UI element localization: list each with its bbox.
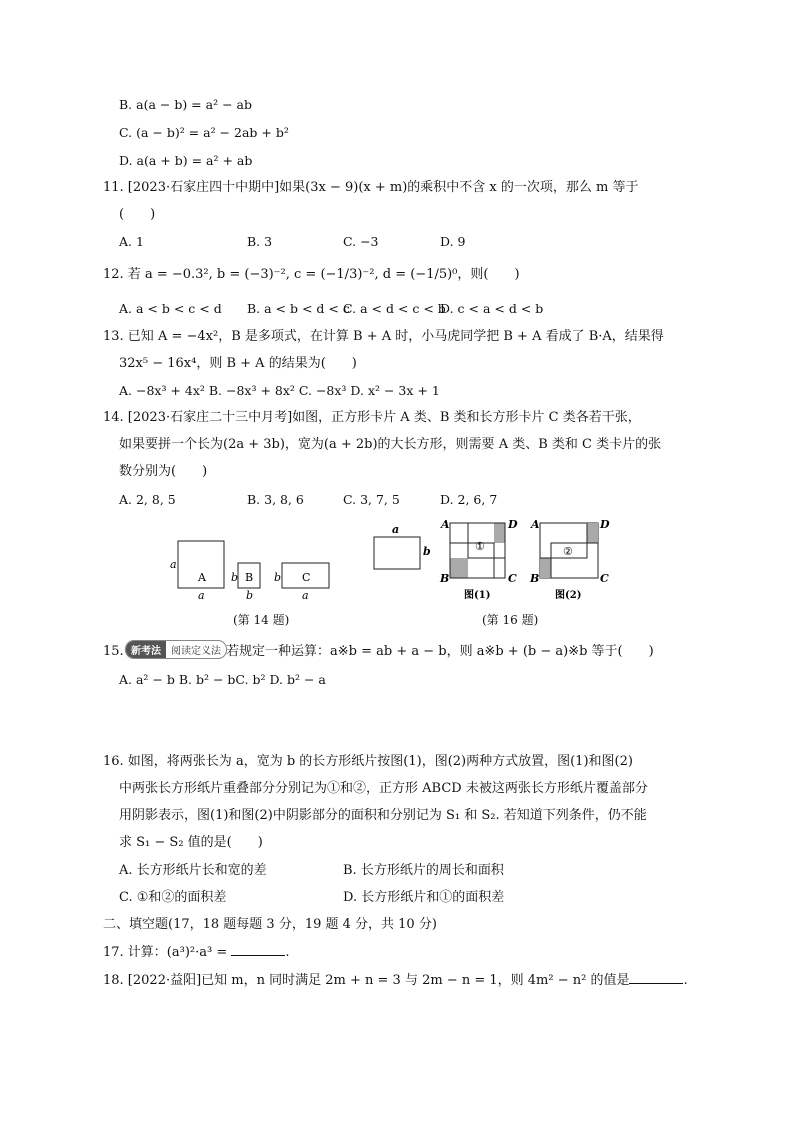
q17-answer-blank[interactable] <box>231 943 285 956</box>
figure-1 <box>439 518 518 601</box>
overlap-1-label: ① <box>475 540 485 553</box>
label-card-b: B <box>245 571 254 584</box>
q16-option-a: A. 长方形纸片长和宽的差 <box>119 863 267 878</box>
section-2-heading: 二、填空题(17，18 题每题 3 分，19 题 4 分，共 10 分) <box>103 917 437 932</box>
label-b-bottom: b <box>246 589 254 602</box>
q12-option-a: A. a < b < c < d <box>119 301 222 316</box>
q14-option-d: D. 2, 6, 7 <box>440 492 498 507</box>
badge-reading-definition: 阅读定义法 <box>171 646 221 657</box>
q17: 17. 计算：(a³)²·a³ = . <box>103 945 290 960</box>
overlap-2-label: ② <box>563 545 573 558</box>
label-a-bottom: a <box>198 589 205 602</box>
q18-stem: 18. [2022·益阳]已知 m，n 同时满足 2m + n = 3 与 2m − n = 1，则 4m² − n² 的值是 <box>103 973 630 988</box>
label-paper-b: b <box>423 545 431 558</box>
q16-stem-line4: 求 S₁ − S₂ 值的是( ) <box>119 835 263 850</box>
q16-stem-line2: 中两张长方形纸片重叠部分分别记为①和②，正方形 ABCD 未被这两张长方形纸片覆盖部分 <box>119 781 648 796</box>
label-card-a: A <box>198 571 206 584</box>
q14-stem-line1: 14. [2023·石家庄二十三中月考]如图，正方形卡片 A 类、B 类和长方形卡片 C 类各若干张， <box>103 410 641 425</box>
label-paper-a: a <box>392 523 400 536</box>
paper-rect <box>374 537 420 569</box>
q14-stem-line3: 数分别为( ) <box>119 464 208 479</box>
q10-option-d: D. a(a + b) = a² + ab <box>119 153 253 168</box>
q11-answer-paren: ( ) <box>119 207 156 222</box>
q17-stem: 17. 计算：(a³)²·a³ = <box>103 945 232 960</box>
q13-stem-line2: 32x⁵ − 16x⁴，则 B + A 的结果为( ) <box>119 356 357 371</box>
q13-stem-line1: 13. 已知 A = −4x²，B 是多项式，在计算 B + A 时，小马虎同学把 B + A 看成了 B·A，结果得 <box>103 329 664 344</box>
q16-stem-line3: 用阴影表示，图(1)和图(2)中阴影部分的面积和分别记为 S₁ 和 S₂. 若知道下列条件，仍不能 <box>119 808 647 823</box>
q12-option-d: D. c < a < d < b <box>440 301 544 316</box>
q16-stem-line1: 16. 如图，将两张长为 a，宽为 b 的长方形纸片按图(1)，图(2)两种方式放置，图(1)和图(2) <box>103 754 633 769</box>
q11-option-b: B. 3 <box>247 234 273 249</box>
badge-new-method: 新考法 <box>126 641 166 658</box>
q14-option-c: C. 3, 7, 5 <box>343 492 400 507</box>
svg-text:A: A <box>441 518 450 531</box>
caption-q16: (第 16 题) <box>482 613 539 627</box>
q16-option-b: B. 长方形纸片的周长和面积 <box>343 863 504 878</box>
q14-option-b: B. 3, 8, 6 <box>247 492 304 507</box>
q12-option-c: C. a < d < c < b <box>343 301 446 316</box>
subcaption-figure-1: 图(1) <box>464 590 491 601</box>
figure-2 <box>529 518 610 601</box>
q11-option-d: D. 9 <box>440 234 466 249</box>
label-card-c: C <box>302 571 311 584</box>
svg-text:B: B <box>530 572 540 585</box>
svg-text:D: D <box>508 518 518 531</box>
q18-answer-blank[interactable] <box>629 971 683 984</box>
q13-options: A. −8x³ + 4x² B. −8x³ + 8x² C. −8x³ D. x² − 3x + 1 <box>119 383 440 398</box>
label-c-bottom: a <box>302 589 309 602</box>
subcaption-figure-2: 图(2) <box>555 590 582 601</box>
q16-option-d: D. 长方形纸片和①的面积差 <box>343 890 505 905</box>
svg-text:A: A <box>531 518 540 531</box>
q15-stem: 若规定一种运算：a※b = ab + a − b，则 a※b + (b − a)※b 等于( ) <box>226 644 654 659</box>
q10-option-b: B. a(a − b) = a² − ab <box>119 97 252 112</box>
figure-q16 <box>368 514 618 614</box>
svg-text:C: C <box>600 572 609 585</box>
q15-number: 15. <box>103 644 124 659</box>
caption-q14: (第 14 题) <box>233 613 290 627</box>
label-c-side: b <box>274 571 282 584</box>
figure-q14 <box>160 536 340 602</box>
q14-stem-line2: 如果要拼一个长为(2a + 3b)，宽为(a + 2b)的大长方形，则需要 A 类、B 类和 C 类卡片的张 <box>119 437 662 452</box>
q12-option-b: B. a < b < d < c <box>247 301 350 316</box>
svg-text:B: B <box>440 572 450 585</box>
q18: 18. [2022·益阳]已知 m，n 同时满足 2m + n = 3 与 2m − n = 1，则 4m² − n² 的值是 . <box>103 973 688 988</box>
q14-option-a: A. 2, 8, 5 <box>119 492 176 507</box>
svg-text:D: D <box>600 518 610 531</box>
svg-text:C: C <box>508 572 517 585</box>
q12-stem: 12. 若 a = −0.3², b = (−3)⁻², c = (−1/3)⁻², d = (−1/5)⁰，则( ) <box>103 267 520 282</box>
q10-option-c: C. (a − b)² = a² − 2ab + b² <box>119 125 289 140</box>
q11-stem: 11. [2023·石家庄四十中期中]如果(3x − 9)(x + m)的乘积中不含 x 的一次项，那么 m 等于 <box>103 180 639 195</box>
q11-option-c: C. −3 <box>343 234 379 249</box>
q11-option-a: A. 1 <box>119 234 144 249</box>
q16-option-c: C. ①和②的面积差 <box>119 890 227 905</box>
q15-options: A. a² − b B. b² − bC. b² D. b² − a <box>119 672 326 687</box>
new-method-badge <box>125 640 227 659</box>
label-a-side: a <box>170 558 177 571</box>
label-b-side: b <box>231 571 239 584</box>
